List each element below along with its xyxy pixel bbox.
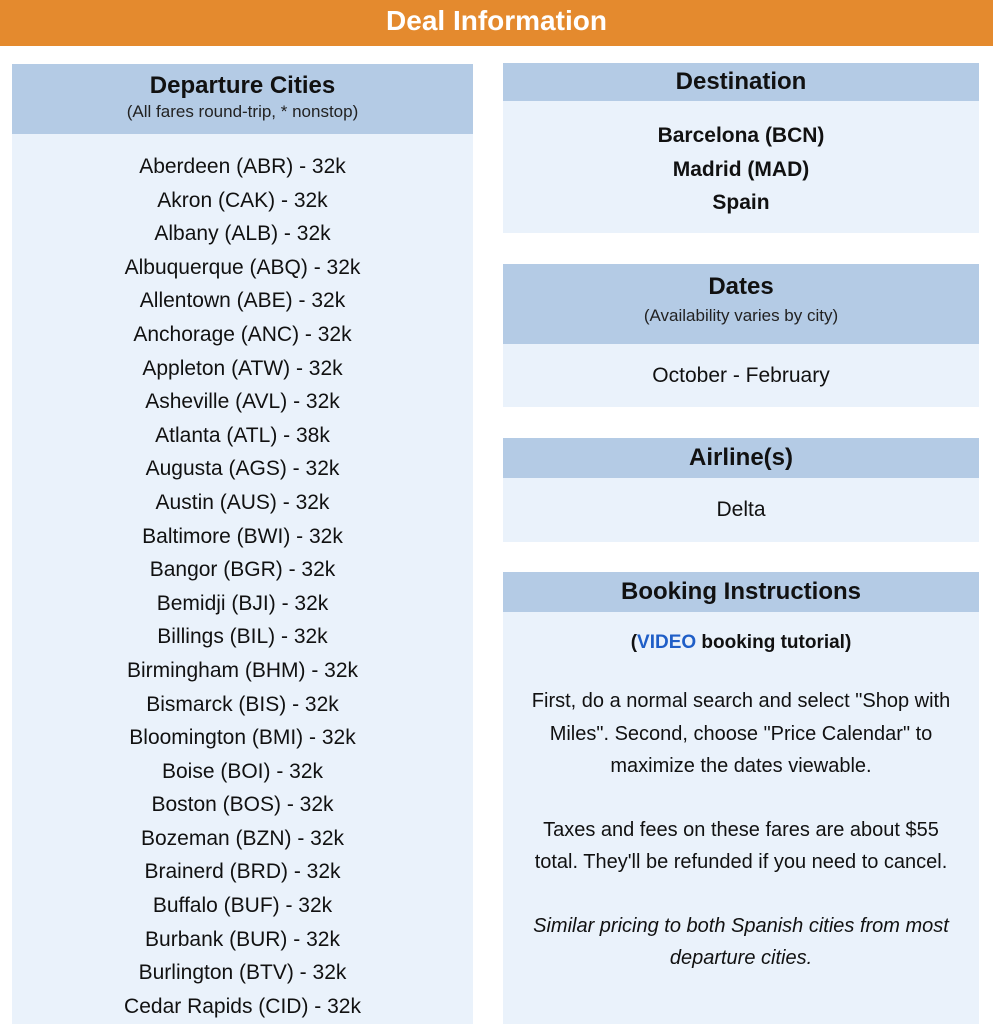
list-item: Boston (BOS) - 32k <box>151 793 334 817</box>
list-item: Anchorage (ANC) - 32k <box>133 322 352 346</box>
dates-value: October - February <box>652 364 830 387</box>
departure-cities-card <box>12 64 473 1024</box>
destination-header <box>503 63 979 101</box>
airline-title: Airline(s) <box>688 444 793 471</box>
list-item: Asheville (AVL) - 32k <box>145 390 340 414</box>
deal-information-banner <box>0 0 993 46</box>
destination-item: Spain <box>712 191 770 214</box>
departure-cities-header <box>12 64 473 134</box>
booking-instructions-header <box>503 572 979 612</box>
destination-item: Barcelona (BCN) <box>657 124 825 147</box>
video-tutorial-link[interactable]: VIDEO <box>637 632 697 653</box>
destination-item: Madrid (MAD) <box>672 157 810 181</box>
booking-instructions-card <box>503 572 979 1024</box>
list-item: Allentown (ABE) - 32k <box>139 289 346 313</box>
destination-body <box>503 101 979 220</box>
list-item: Billings (BIL) - 32k <box>157 625 328 649</box>
list-item: Baltimore (BWI) - 32k <box>142 524 343 548</box>
airline-header <box>503 438 979 478</box>
departure-city-list <box>12 134 473 1023</box>
list-item: Albuquerque (ABQ) - 32k <box>124 255 361 279</box>
list-item: Burbank (BUR) - 32k <box>145 927 340 951</box>
tutorial-open-paren: ( <box>630 632 638 653</box>
destination-title: Destination <box>675 68 807 95</box>
airline-value: Delta <box>716 498 766 521</box>
list-item: Austin (AUS) - 32k <box>155 490 330 514</box>
taxes-fees-paragraph: Taxes and fees on these fares are about $55 total. They'll be refunded if you need to cancel. <box>534 818 948 873</box>
departure-cities-title: Departure Cities <box>149 72 336 99</box>
banner-title: Deal Information <box>386 5 607 36</box>
list-item: Aberdeen (ABR) - 32k <box>139 155 346 178</box>
dates-card <box>503 264 979 407</box>
list-item: Bozeman (BZN) - 32k <box>140 826 345 850</box>
booking-instructions-title: Booking Instructions <box>621 578 861 605</box>
list-item: Bloomington (BMI) - 32k <box>129 726 356 750</box>
list-item: Albany (ALB) - 32k <box>154 222 331 246</box>
list-item: Atlanta (ATL) - 38k <box>155 423 330 447</box>
list-item: Bangor (BGR) - 32k <box>149 558 336 582</box>
booking-instructions-body <box>503 632 979 975</box>
airline-card <box>503 438 979 542</box>
tutorial-label: booking tutorial) <box>696 632 852 653</box>
list-item: Brainerd (BRD) - 32k <box>144 860 341 884</box>
pricing-note-paragraph: Similar pricing to both Spanish cities from most departure cities. <box>533 914 949 969</box>
list-item: Bemidji (BJI) - 32k <box>156 591 329 615</box>
booking-step-paragraph: First, do a normal search and select "Shop with Miles". Second, choose "Price Calendar" to maximize the dates viewable. <box>531 690 951 777</box>
destination-card <box>503 63 979 233</box>
list-item: Buffalo (BUF) - 32k <box>152 894 333 918</box>
list-item: Appleton (ATW) - 32k <box>142 356 343 380</box>
list-item: Birmingham (BHM) - 32k <box>126 658 359 682</box>
dates-title: Dates <box>708 273 774 300</box>
video-tutorial-line <box>529 632 953 654</box>
dates-subtitle: (Availability varies by city) <box>643 306 839 325</box>
dates-header <box>503 264 979 344</box>
list-item: Burlington (BTV) - 32k <box>138 961 347 985</box>
list-item: Augusta (AGS) - 32k <box>145 457 340 481</box>
list-item: Bismarck (BIS) - 32k <box>146 692 339 716</box>
departure-cities-subtitle: (All fares round-trip, * nonstop) <box>126 102 359 121</box>
list-item: Boise (BOI) - 32k <box>161 759 324 783</box>
list-item: Cedar Rapids (CID) - 32k <box>124 994 361 1018</box>
list-item: Akron (CAK) - 32k <box>157 188 328 212</box>
